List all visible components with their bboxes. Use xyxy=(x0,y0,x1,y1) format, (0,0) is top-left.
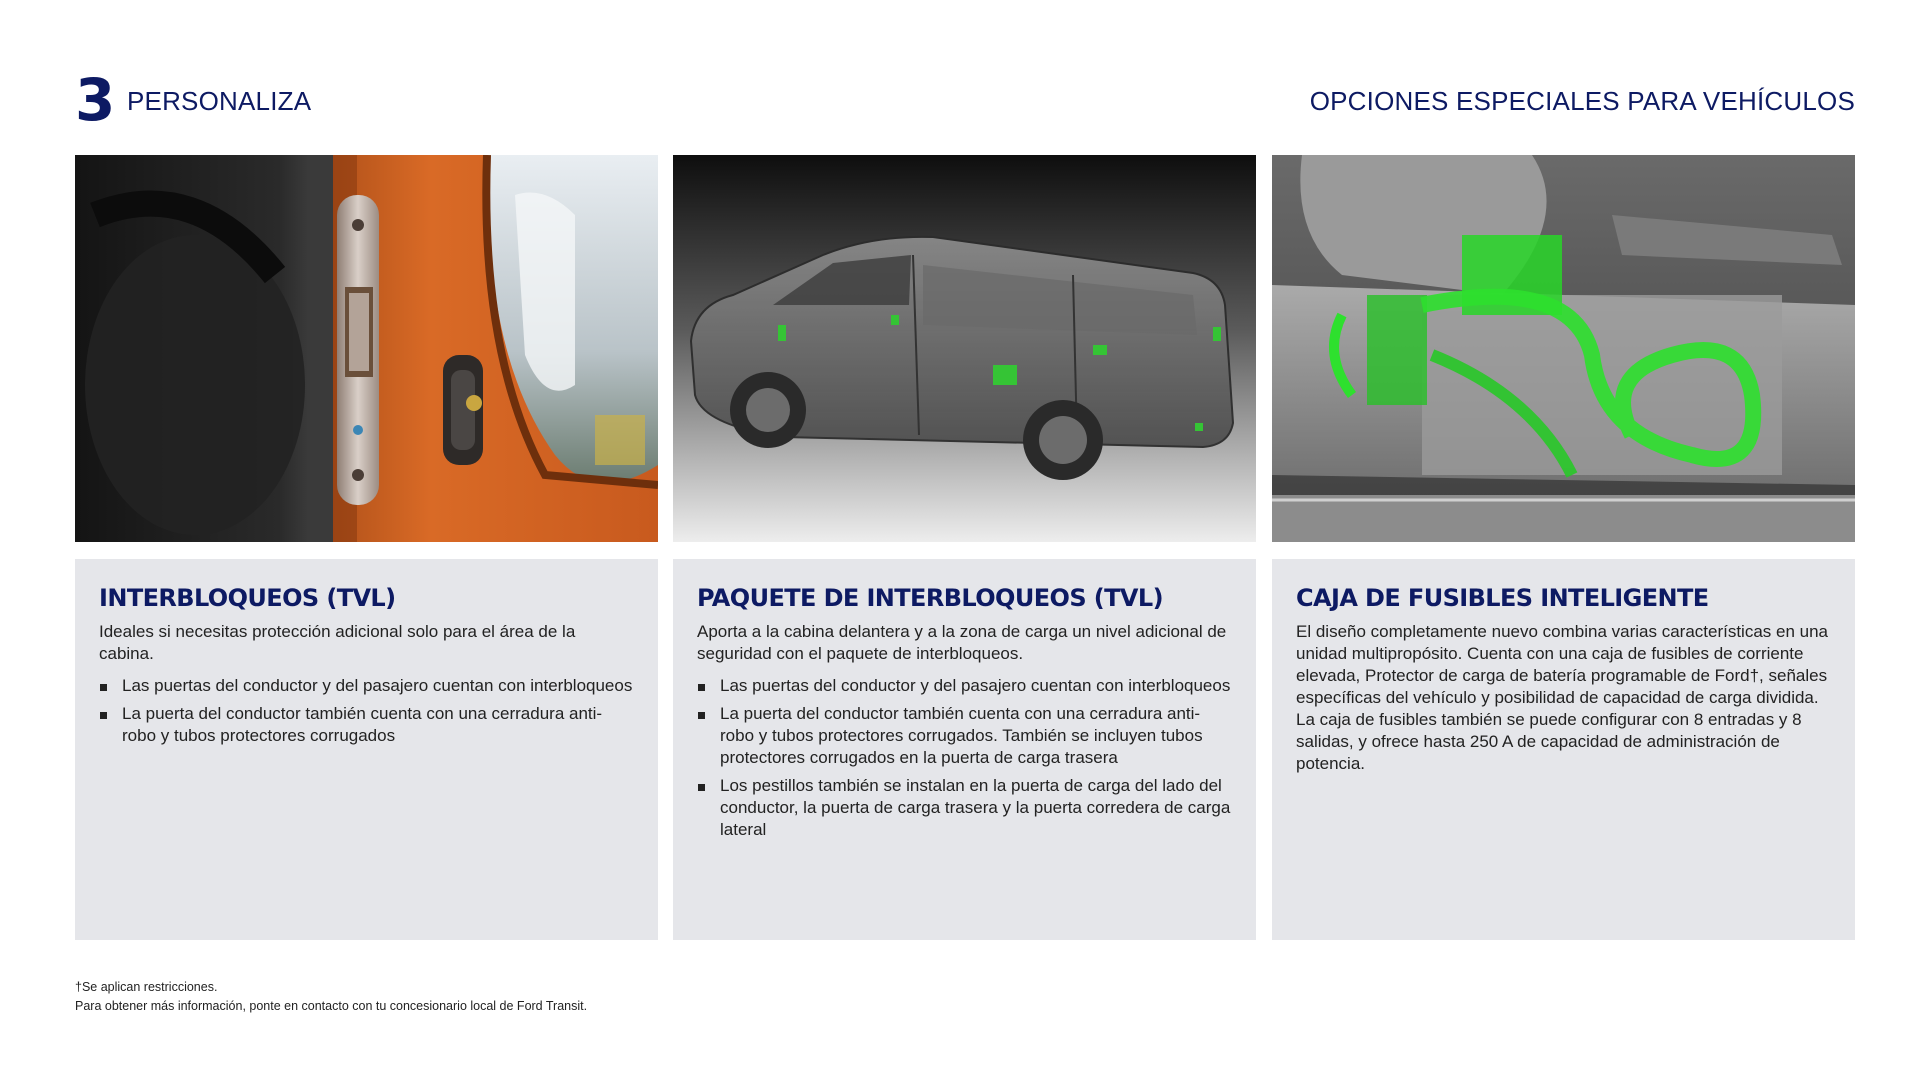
footnote-restrictions: †Se aplican restricciones. xyxy=(75,980,218,994)
list-item: Las puertas del conductor y del pasajero cuentan con interbloqueos xyxy=(697,675,1232,697)
card-intro: El diseño completamente nuevo combina varias características en una unidad multipropósito. Cuenta con una caja de fusibles de corriente elevada, Protector de carga de batería programable de Ford†, señales específicas del vehículo y posibilidad de capacidad de carga dividida. La caja de fusibles también se puede configurar con 8 entradas y 8 salidas, y ofrece hasta 250 A de capacidad de administración de potencia. xyxy=(1296,622,1829,773)
fuse-box-render xyxy=(1272,155,1855,542)
feature-smart-fuse-box xyxy=(1272,155,1855,940)
feature-card xyxy=(75,559,658,940)
door-lock-photo xyxy=(75,155,658,542)
section-title: PERSONALIZA xyxy=(127,86,312,116)
list-item: La puerta del conductor también cuenta con una cerradura anti-robo y tubos protectores corrugados xyxy=(99,703,634,747)
list-item: Los pestillos también se instalan en la puerta de carga del lado del conductor, la puerta de carga trasera y la puerta corredera de carga lateral xyxy=(697,775,1232,841)
feature-card xyxy=(673,559,1256,940)
page-heading: OPCIONES ESPECIALES PARA VEHÍCULOS xyxy=(1309,86,1855,116)
card-title: INTERBLOQUEOS (TVL) xyxy=(99,584,396,612)
card-title: CAJA DE FUSIBLES INTELIGENTE xyxy=(1296,584,1709,612)
feature-columns xyxy=(75,155,1855,940)
card-title: PAQUETE DE INTERBLOQUEOS (TVL) xyxy=(697,584,1163,612)
card-intro: Ideales si necesitas protección adicional solo para el área de la cabina. xyxy=(99,622,576,663)
footnote-contact: Para obtener más información, ponte en contacto con tu concesionario local de Ford Transit. xyxy=(75,999,588,1013)
bullet-list xyxy=(99,675,634,747)
section-number: 3 xyxy=(75,66,116,134)
feature-interlock-pack xyxy=(673,155,1256,940)
list-item: La puerta del conductor también cuenta con una cerradura anti-robo y tubos protectores corrugados. También se incluyen tubos protectores corrugados en la puerta de carga trasera xyxy=(697,703,1232,769)
bullet-list xyxy=(697,675,1232,841)
list-item: Las puertas del conductor y del pasajero cuentan con interbloqueos xyxy=(99,675,634,697)
van-xray-render xyxy=(673,155,1256,542)
footnotes xyxy=(75,978,975,1016)
card-intro: Aporta a la cabina delantera y a la zona de carga un nivel adicional de seguridad con el paquete de interbloqueos. xyxy=(697,622,1227,663)
page-header xyxy=(75,66,1855,134)
feature-interlocks xyxy=(75,155,658,940)
feature-card xyxy=(1272,559,1855,940)
